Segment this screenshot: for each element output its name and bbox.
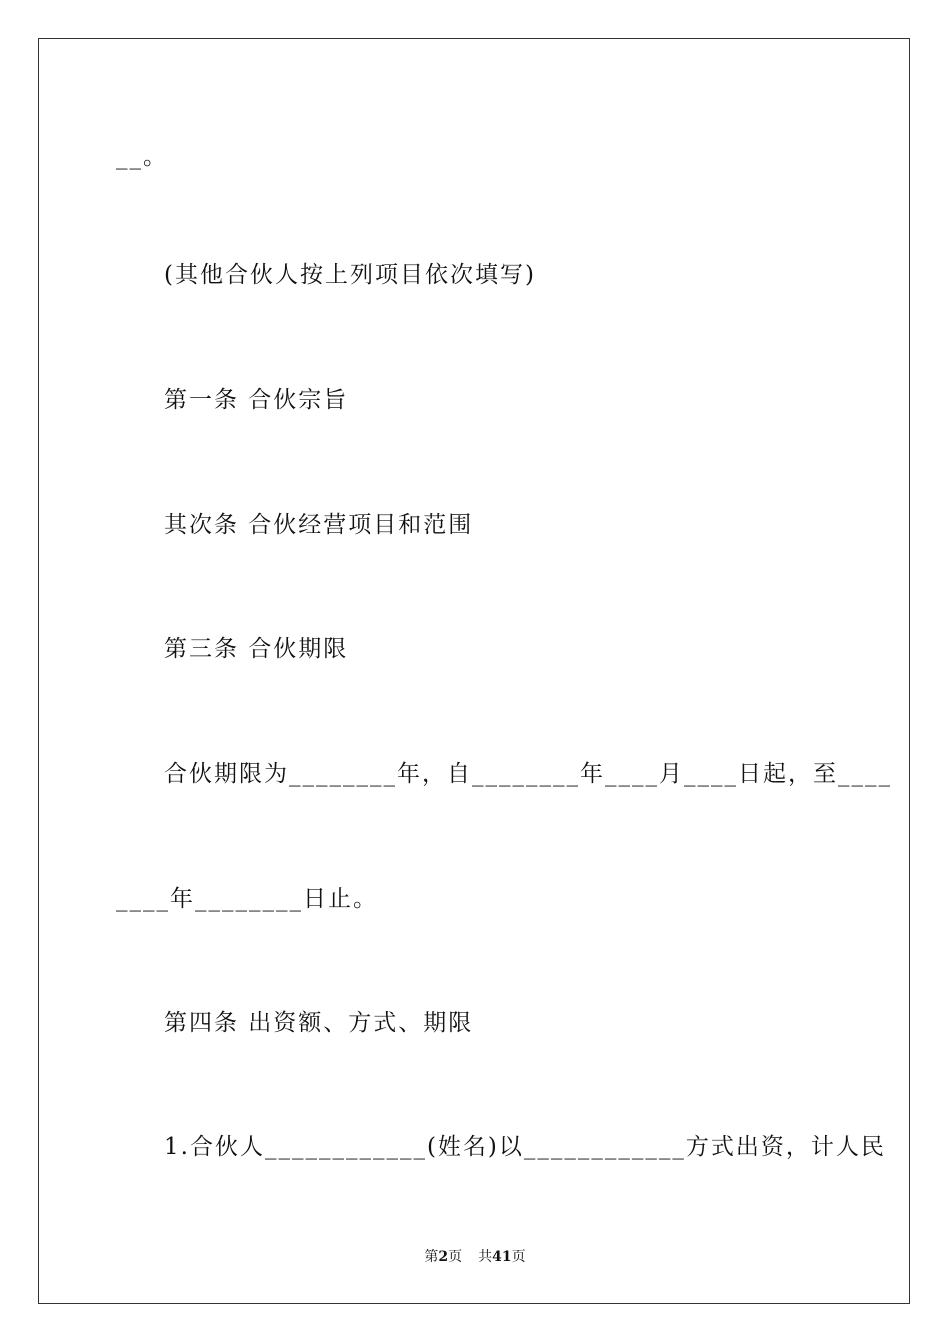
footer-page-suffix: 页 xyxy=(448,1249,463,1265)
footer-total-prefix: 共 xyxy=(478,1249,493,1265)
heading-article-2: 其次条 合伙经营项目和范围 xyxy=(164,512,474,538)
footer-page-prefix: 第 xyxy=(424,1249,439,1265)
footer-total-pages: 41 xyxy=(492,1249,512,1265)
text-line-term-end: ____年________日止。 xyxy=(116,886,378,912)
heading-article-3: 第三条 合伙期限 xyxy=(164,636,349,662)
heading-article-1: 第一条 合伙宗旨 xyxy=(164,387,349,413)
footer-total-suffix: 页 xyxy=(511,1249,526,1265)
text-line-term-start: 合伙期限为________年，自________年____月____日起，至____ xyxy=(164,761,892,787)
text-line-partner-contribution: 1.合伙人____________(姓名)以____________方式出资，计人民 xyxy=(164,1134,886,1160)
footer-page-number: 2 xyxy=(438,1249,449,1265)
page-border xyxy=(38,38,910,1304)
heading-article-4: 第四条 出资额、方式、期限 xyxy=(164,1010,474,1036)
text-line-note-other-partners: (其他合伙人按上列项目依次填写) xyxy=(164,262,536,288)
text-line-continuation: __。 xyxy=(116,144,168,170)
page-footer xyxy=(0,1248,950,1266)
